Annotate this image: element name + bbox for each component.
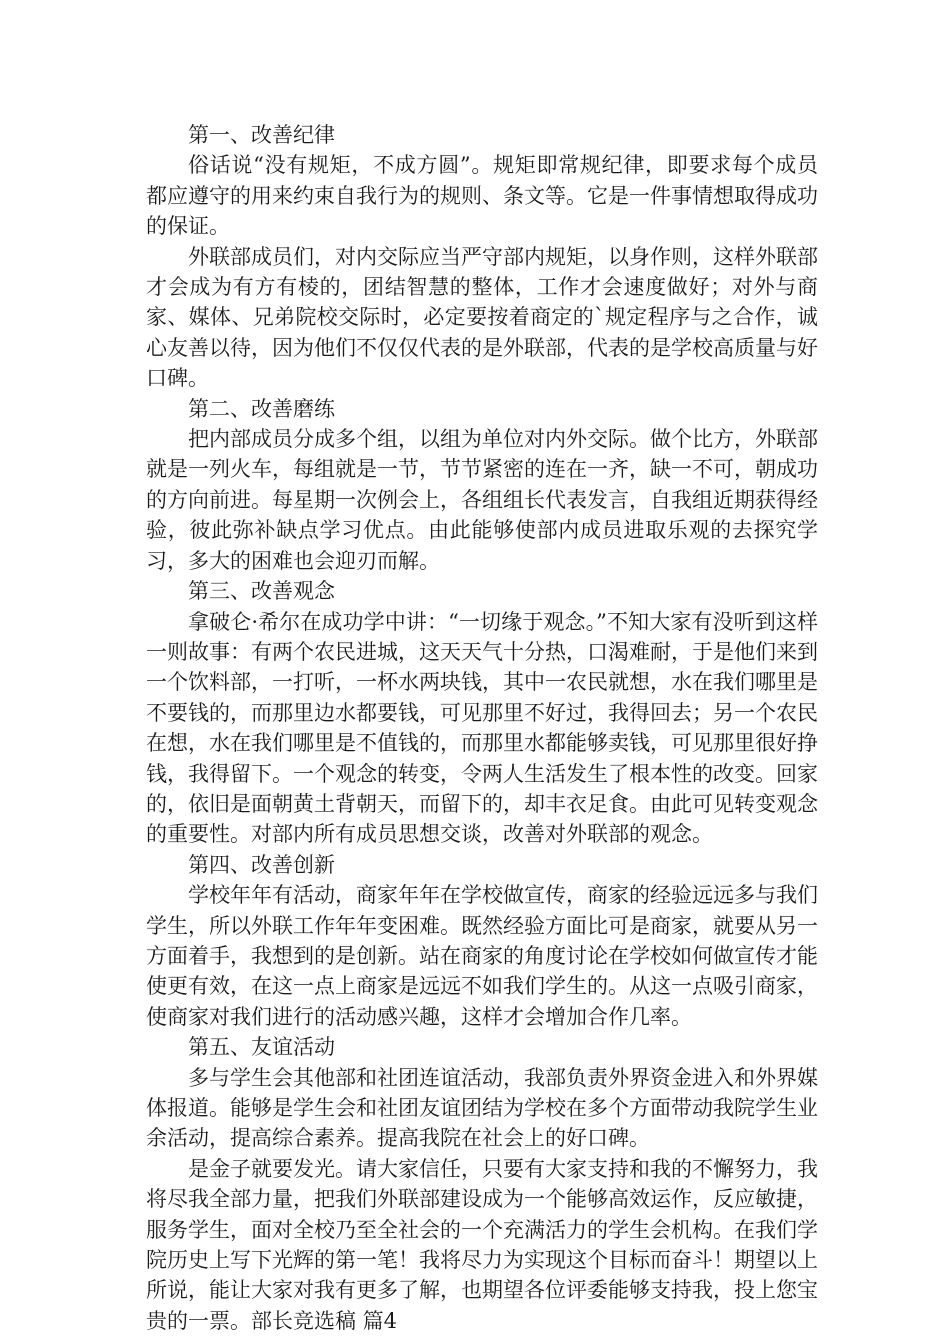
document-body bbox=[146, 120, 818, 1336]
paragraph: 拿破仑·希尔在成功学中讲：“一切缘于观念。”不知大家有没听到这样一则故事：有两个农民进城，这天天气十分热，口渴难耐，于是他们来到一个饮料部，一打听，一杯水两块钱，其中一农民就想，水在我们哪里是不要钱的，而那里边水都要钱，可见那里不好过，我得回去；另一个农民在想，水在我们哪里是不值钱的，而那里水都能够卖钱，可见那里很好挣钱，我得留下。一个观念的转变，令两人生活发生了根本性的改变。回家的，依旧是面朝黄土背朝天，而留下的，却丰衣足食。由此可见转变观念的重要性。对部内所有成员思想交谈，改善对外联部的观念。 bbox=[146, 609, 818, 847]
section-heading-friendship: 第五、友谊活动 bbox=[188, 1035, 335, 1060]
paragraph: 是金子就要发光。请大家信任，只要有大家支持和我的不懈努力，我将尽我全部力量，把我们外联部建设成为一个能够高效运作，反应敏捷，服务学生，面对全校乃至全社会的一个充满活力的学生会机构。在我们学院历史上写下光辉的第一笔！我将尽力为实现这个目标而奋斗！期望以上所说，能让大家对我有更多了解，也期望各位评委能够支持我，投上您宝贵的一票。部长竞选稿 篇4 bbox=[146, 1156, 818, 1333]
section-heading-mindset: 第三、改善观念 bbox=[188, 579, 335, 604]
section-heading-discipline: 第一、改善纪律 bbox=[188, 123, 335, 147]
paragraph: 多与学生会其他部和社团连谊活动，我部负责外界资金进入和外界媒体报道。能够是学生会和社团友谊团结为学校在多个方面带动我院学生业余活动，提高综合素养。提高我院在社会上的好口碑。 bbox=[146, 1065, 818, 1151]
paragraph: 外联部成员们，对内交际应当严守部内规矩，以身作则，这样外联部才会成为有方有棱的，团结智慧的整体，工作才会速度做好；对外与商家、媒体、兄弟院校交际时，必定要按着商定的`规定程序与之合作，诚心友善以待，因为他们不仅仅代表的是外联部，代表的是学校高质量与好口碑。 bbox=[146, 244, 818, 391]
section-heading-innovation: 第四、改善创新 bbox=[188, 852, 335, 877]
paragraph: 俗话说“没有规矩，不成方圆”。规矩即常规纪律，即要求每个成员都应遵守的用来约束自我行为的规则、条文等。它是一件事情想取得成功的保证。 bbox=[146, 153, 818, 239]
paragraph: 把内部成员分成多个组，以组为单位对内外交际。做个比方，外联部就是一列火车，每组就是一节，节节紧密的连在一齐，缺一不可，朝成功的方向前进。每星期一次例会上，各组组长代表发言，自我组近期获得经验，彼此弥补缺点学习优点。由此能够使部内成员进取乐观的去探究学习，多大的困难也会迎刃而解。 bbox=[146, 427, 818, 573]
paragraph: 学校年年有活动，商家年年在学校做宣传，商家的经验远远多与我们学生，所以外联工作年年变困难。既然经验方面比可是商家，就要从另一方面着手，我想到的是创新。站在商家的角度讨论在学校如何做宣传才能使更有效，在这一点上商家是远远不如我们学生的。从这一点吸引商家，使商家对我们进行的活动感兴趣，这样才会增加合作几率。 bbox=[146, 883, 818, 1029]
section-heading-training: 第二、改善磨练 bbox=[188, 396, 335, 421]
